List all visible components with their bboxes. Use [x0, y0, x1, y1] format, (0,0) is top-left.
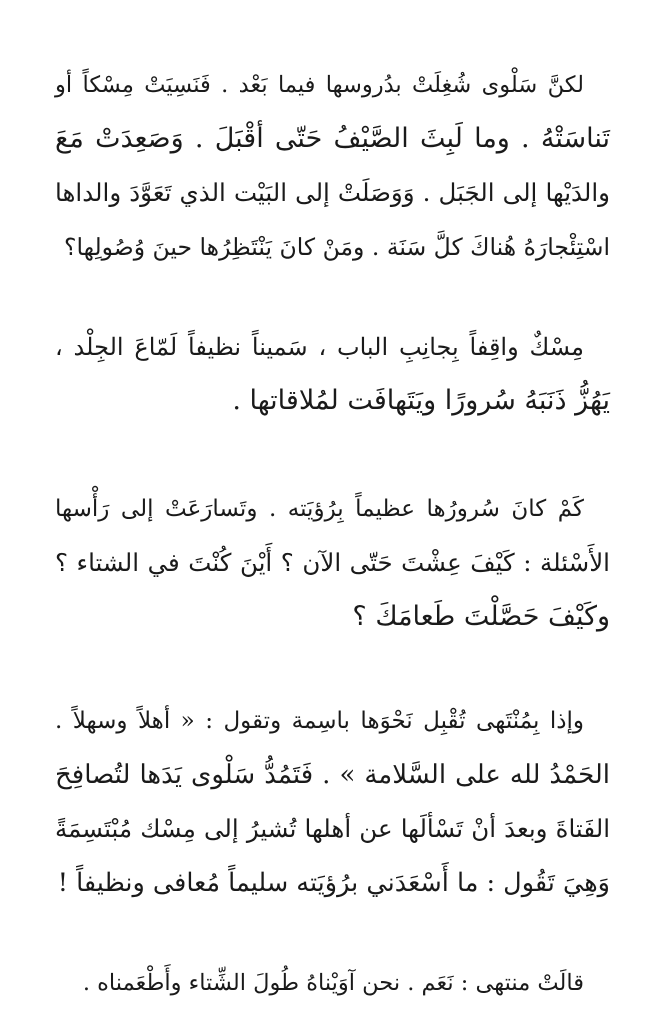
text-line: مِسْكٌ واقِفاً بِجانِبِ الباب ، سَميناً نظيفاً لَمّاعَ الجِلْد ،	[55, 333, 584, 361]
text-line: وَهِيَ تَقُول : ما أَسْعَدَني برُؤيَته سليماً مُعافى ونظيفاً !	[57, 868, 610, 898]
text-line: والدَيْها إلى الجَبَل . وَوَصَلَتْ إلى البَيْت الذي تَعَوَّدَ والداها	[55, 178, 610, 207]
paragraph-5	[55, 956, 610, 1010]
text-line: اسْتِئْجارَهُ هُناكَ كلَّ سَنَة . ومَنْ كانَ يَنْتَظِرُها حينَ وُصُولِها؟	[64, 233, 610, 261]
text-line: وإذا بِمُنْتَهى تُقْبِل نَحْوَها باسِمة وتقول : « أهلاً وسهلاً .	[55, 708, 584, 734]
text-line: الأَسْئلة : كَيْفَ عِشْتَ حَتّى الآن ؟ أَيْنَ كُنْتَ في الشتاء ؟	[55, 548, 610, 577]
text-line: لكنَّ سَلْوى شُغِلَتْ بدُروسها فيما بَعْد . فَنَسِيَتْ مِسْكاً أو	[55, 72, 584, 98]
paragraph-1	[55, 58, 610, 274]
text-line: وكَيْفَ حَصَّلْتَ طَعامَكَ ؟	[352, 601, 610, 632]
text-line: الفَتاةَ وبعدَ أنْ تَسْألَها عن أهلها تُشيرُ إلى مِسْك مُبْتَسِمَةً	[55, 814, 610, 843]
paragraph-4	[55, 694, 610, 910]
text-line: قالَتْ منتهى : نَعَم . نحن آوَيْناهُ طُولَ الشِّتاء وأَطْعَمناه .	[82, 970, 584, 996]
text-line: الحَمْدُ لله على السَّلامة » . فَتَمُدُّ سَلْوى يَدَها لتُصافِحَ	[55, 760, 610, 790]
text-line: يَهُزُّ ذَنَبَهُ سُرورًا ويَتَهافَت لمُلاقاتها .	[232, 385, 610, 416]
paragraph-3	[55, 482, 610, 644]
text-line: كَمْ كانَ سُرورُها عظيماً بِرُؤيَته . وتَسارَعَتْ إلى رَأْسها	[55, 496, 584, 522]
paragraph-2	[55, 320, 610, 428]
story-text	[55, 58, 610, 1010]
text-line: تَناسَتْهُ . وما لَبِثَ الصَّيْفُ حَتّى أقْبَلَ . وَصَعِدَتْ مَعَ	[55, 123, 610, 154]
